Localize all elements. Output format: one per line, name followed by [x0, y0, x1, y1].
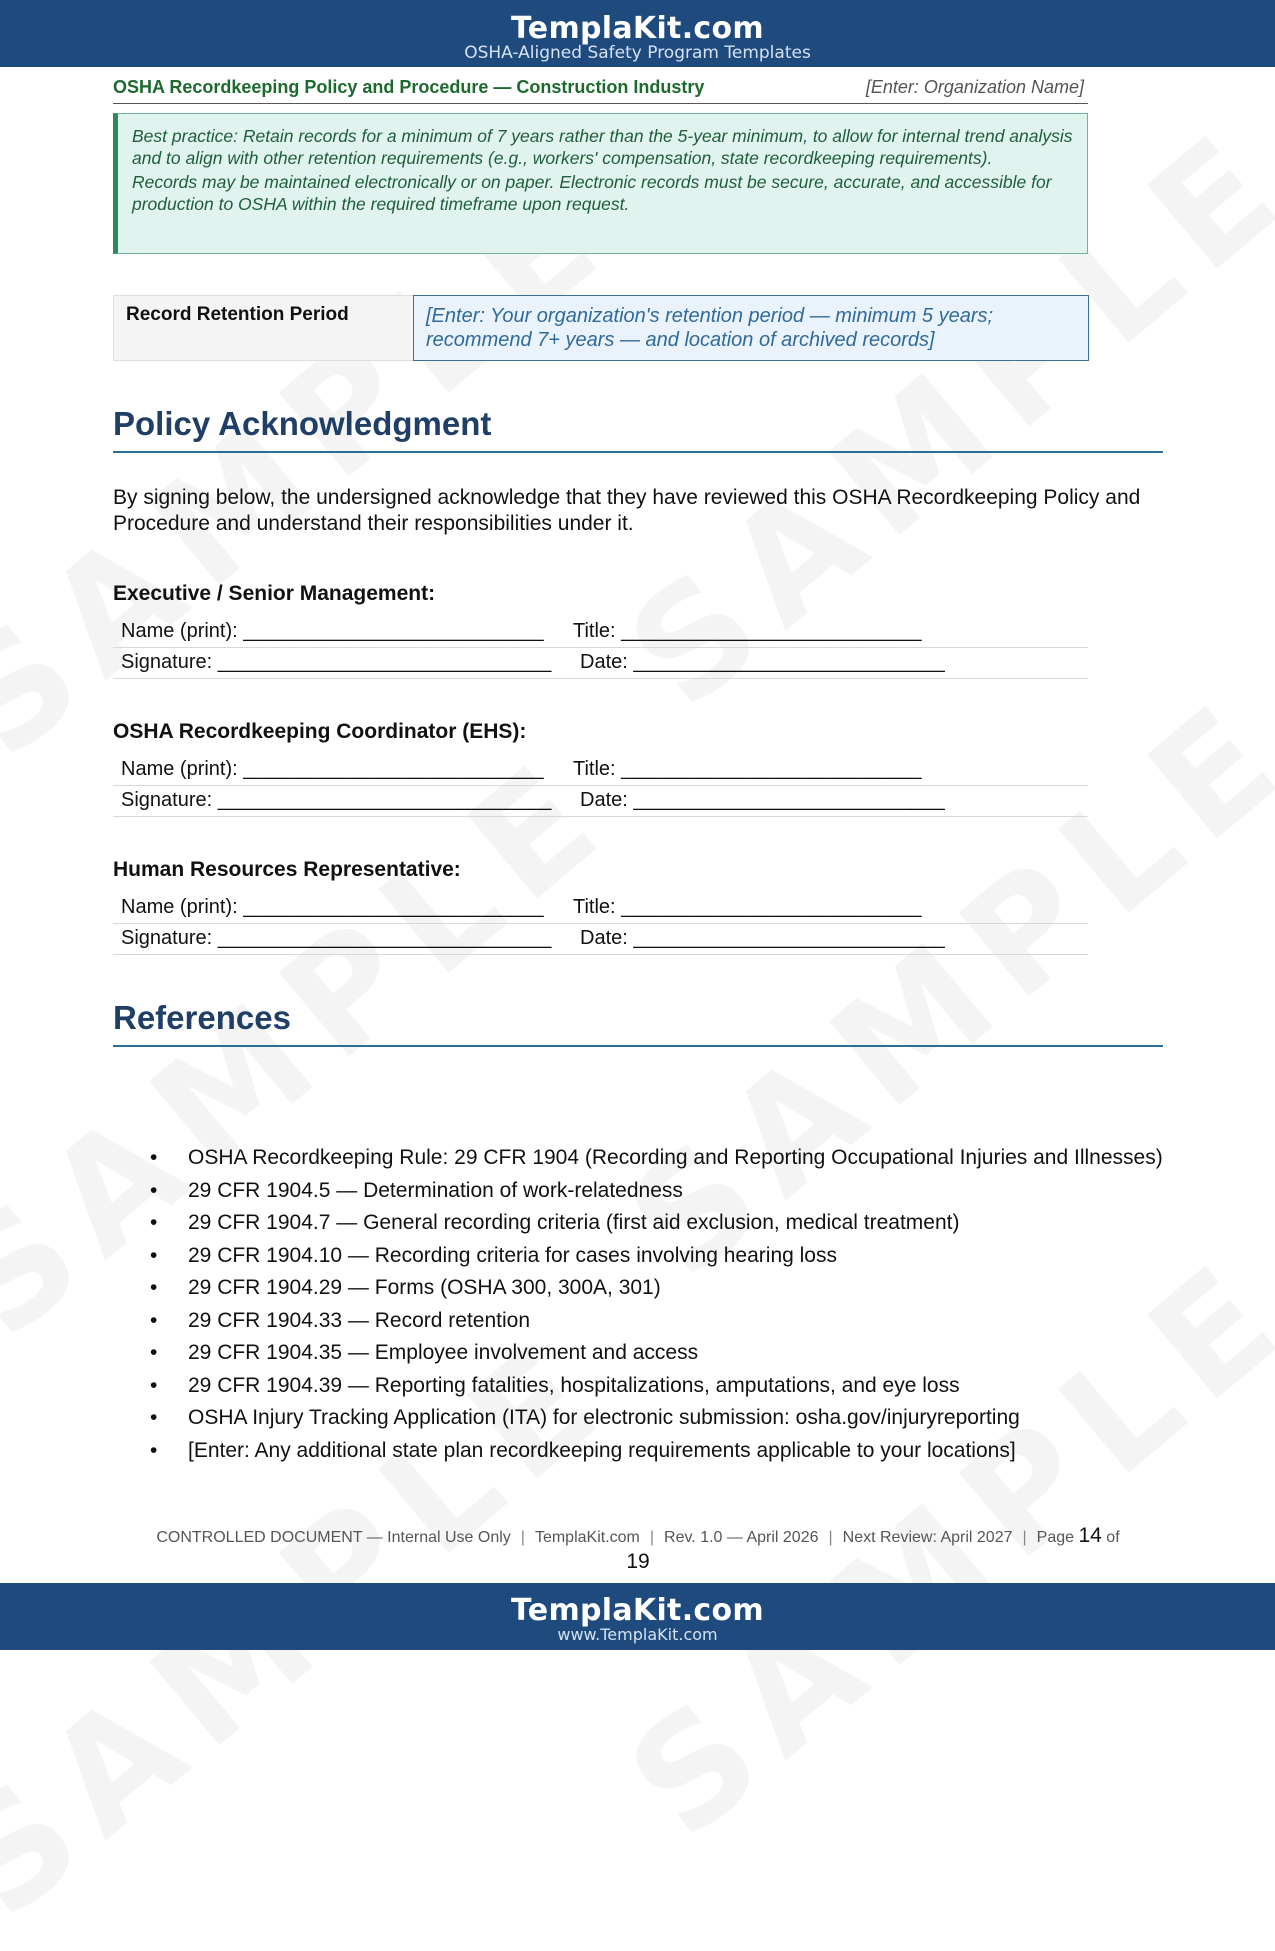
reference-item: [113, 1340, 1163, 1366]
reference-text: 29 CFR 1904.35 — Employee involvement and access: [188, 1341, 699, 1364]
reference-text: [Enter: Any additional state plan recordkeeping requirements applicable to your locations]: [188, 1438, 1016, 1462]
reference-text: 29 CFR 1904.7 — General recording criteria (first aid exclusion, medical treatment): [188, 1211, 960, 1234]
footer-separator: |: [649, 1529, 655, 1546]
signatory-heading: Executive / Senior Management:: [113, 582, 436, 605]
reference-item: [113, 1145, 1163, 1171]
bullet: •: [150, 1308, 158, 1332]
best-practice-callout: [113, 113, 1088, 254]
date-field[interactable]: Date: ____________________________: [580, 651, 945, 673]
references-heading: References: [113, 999, 1163, 1047]
revision: Rev. 1.0 — April 2026: [664, 1529, 819, 1546]
name-print-field[interactable]: Name (print): ___________________________: [121, 758, 544, 780]
reference-item: [113, 1405, 1163, 1431]
reference-item: [113, 1243, 1163, 1269]
reference-item: [113, 1275, 1163, 1301]
running-header: [113, 67, 1088, 104]
date-field[interactable]: Date: ____________________________: [580, 927, 945, 949]
callout-paragraph: Records may be maintained electronically or on paper. Electronic records must be secure, accurate, and accessible for production to OSHA within the required timeframe upon request.: [132, 172, 1052, 214]
footer-brand: TemplaKit.com: [511, 1593, 764, 1628]
name-print-field[interactable]: Name (print): ___________________________: [121, 896, 544, 918]
signature-field[interactable]: Signature: ______________________________: [121, 789, 552, 811]
signature-row: [113, 923, 1088, 955]
reference-text: 29 CFR 1904.10 — Recording criteria for cases involving hearing loss: [188, 1243, 837, 1267]
page-number: 14: [1078, 1524, 1102, 1547]
title-field[interactable]: Title: ___________________________: [573, 620, 922, 642]
date-field[interactable]: Date: ____________________________: [580, 789, 945, 811]
signature-row: [113, 647, 1088, 679]
bullet: •: [150, 1406, 158, 1429]
footer-separator: |: [1022, 1529, 1027, 1546]
brand-title: TemplaKit.com: [511, 11, 764, 46]
top-banner: [0, 0, 1275, 67]
footer-site: TemplaKit.com: [534, 1529, 640, 1546]
bottom-banner: [0, 1583, 1275, 1650]
reference-text: 29 CFR 1904.29 — Forms (OSHA 300, 300A, 301): [188, 1276, 661, 1299]
retention-period-label: Record Retention Period: [113, 295, 413, 361]
reference-text: OSHA Recordkeeping Rule: 29 CFR 1904 (Recording and Reporting Occupational Injuries and Illnesses): [188, 1146, 1163, 1169]
organization-placeholder: [Enter: Organization Name]: [865, 77, 1084, 97]
reference-item: [113, 1438, 1163, 1464]
bullet: •: [150, 1373, 158, 1397]
footer-url[interactable]: www.TemplaKit.com: [557, 1625, 718, 1644]
brand-tagline: OSHA-Aligned Safety Program Templates: [464, 43, 811, 63]
signatory-heading: Human Resources Representative:: [113, 858, 461, 881]
references-list: [113, 1145, 1163, 1470]
reference-item: [113, 1210, 1163, 1236]
reference-text: OSHA Injury Tracking Application (ITA) for electronic submission: osha.gov/injuryreporting: [188, 1406, 1020, 1429]
signature-row: [113, 892, 1088, 924]
bullet: •: [150, 1178, 158, 1202]
signatory-heading: OSHA Recordkeeping Coordinator (EHS):: [113, 720, 527, 743]
acknowledgment-intro: By signing below, the undersigned acknowledge that they have reviewed this OSHA Recordkeeping Policy and Procedure and understand their responsibilities under it.: [113, 486, 1141, 535]
next-review: Next Review: April 2027: [842, 1529, 1013, 1546]
controlled-document-notice: CONTROLLED DOCUMENT — Internal Use Only: [156, 1529, 511, 1546]
bullet: •: [150, 1438, 158, 1462]
bullet: •: [150, 1146, 158, 1169]
callout-paragraph: Best practice: Retain records for a minimum of 7 years rather than the 5-year minimum, to allow for internal trend analysis and to align with other retention requirements (e.g., workers' compensation, state recordkeeping requirements).: [132, 126, 1073, 168]
bullet: •: [150, 1211, 158, 1234]
of-label: of: [1106, 1529, 1120, 1546]
footer-separator: |: [828, 1529, 833, 1546]
document-title: OSHA Recordkeeping Policy and Procedure — Construction Industry: [113, 77, 705, 97]
reference-item: [113, 1373, 1163, 1399]
bullet: •: [150, 1243, 158, 1267]
signature-row: [113, 785, 1088, 817]
footer-separator: |: [520, 1529, 525, 1546]
signature-field[interactable]: Signature: ______________________________: [121, 927, 552, 949]
title-field[interactable]: Title: ___________________________: [573, 896, 922, 918]
signature-field[interactable]: Signature: ______________________________: [121, 651, 552, 673]
bullet: •: [150, 1341, 158, 1364]
bullet: •: [150, 1276, 158, 1299]
page-content: [113, 67, 1163, 1462]
reference-text: 29 CFR 1904.5 — Determination of work-relatedness: [188, 1178, 683, 1202]
title-field[interactable]: Title: ___________________________: [573, 758, 922, 780]
signature-row: [113, 754, 1088, 786]
page-footer: [113, 1523, 1163, 1573]
page-total: 19: [626, 1550, 650, 1573]
acknowledgment-heading: Policy Acknowledgment: [113, 405, 1163, 453]
reference-item: [113, 1178, 1163, 1204]
reference-item: [113, 1308, 1163, 1334]
reference-text: 29 CFR 1904.39 — Reporting fatalities, hospitalizations, amputations, and eye loss: [188, 1373, 960, 1397]
name-print-field[interactable]: Name (print): ___________________________: [121, 620, 544, 642]
retention-period-row: [113, 295, 1089, 361]
retention-period-field[interactable]: [Enter: Your organization's retention period — minimum 5 years; recommend 7+ years — and location of archived records]: [413, 295, 1089, 361]
reference-text: 29 CFR 1904.33 — Record retention: [188, 1308, 531, 1332]
page-label: Page: [1036, 1529, 1075, 1546]
signature-row: [113, 616, 1088, 648]
